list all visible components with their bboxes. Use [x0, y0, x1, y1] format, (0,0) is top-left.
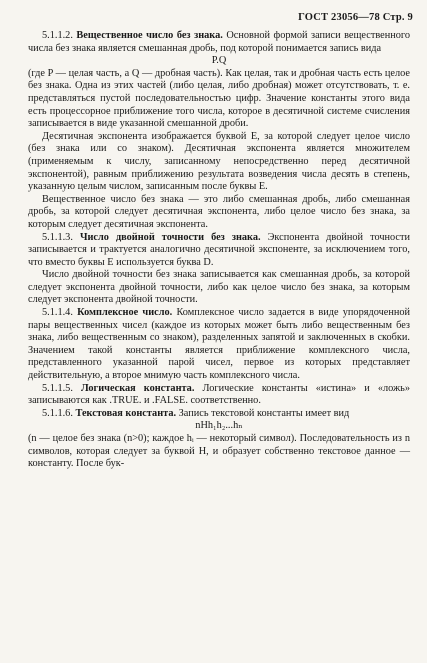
- paragraph: Число двойной точности без знака записывается как смешанная дробь, за которой следует экспонента двойной точности, либо как целое число без знака, за которым следует экспонента двойной точности.: [28, 269, 410, 306]
- section-title: Текстовая константа.: [75, 407, 177, 419]
- formula-pq: P.Q: [211, 55, 227, 67]
- paragraph: Вещественное число без знака — это либо смешанная дробь, либо смешанная дробь, за которой следует десятичная экспонента, либо целое число без знака, за которым следует десятичная экспонента.: [28, 193, 410, 230]
- section-text: Основной формой записи вещественного числа без знака является смешанная дробь, под которой понимается запись вида: [28, 30, 410, 54]
- section-text: Запись текстовой константы имеет вид: [178, 407, 350, 419]
- section-5-1-1-2: [28, 30, 410, 55]
- page-header: ГОСТ 23056—78 Стр. 9: [298, 12, 413, 23]
- paragraph: Десятичная экспонента изображается буквой E, за которой следует целое число (без знака или со знаком). Десятичная экспонента является множителем (применяемым к числу, записанному непосредственно перед десятичной экспонентой), равным приближению результата возведения числа десять в степень, указанную целым числом, записанным после буквы E.: [28, 130, 410, 193]
- paragraph: (где P — целая часть, а Q — дробная часть). Как целая, так и дробная часть есть целое без знака. Одна из этих частей (либо целая, либо дробная) может отсутствовать, т. е. представляться пустой последовательностью цифр. Значение константы этого вида есть процессорное приближение того числа, которое в десятичной системе счисления записывается в виде указанной смешанной дроби.: [28, 67, 410, 130]
- section-title: Логическая константа.: [80, 382, 195, 394]
- formula-text-constant: nHh₁h₂...hₙ: [195, 420, 243, 432]
- section-title: Комплексное число.: [77, 307, 173, 319]
- section-title: Вещественное число без знака.: [76, 30, 223, 41]
- section-number: 5.1.1.6.: [42, 407, 73, 419]
- paragraph: (n — целое без знака (n>0); каждое hᵢ — некоторый символ). Последовательность из n символов, которая следует за буквой H, и образует собственно текстовое данное — константу. После бук-: [28, 433, 410, 470]
- section-text: Комплексное число задается в виде упорядоченной пары вещественных чисел (каждое из которых может быть либо вещественным без знака, либо вещественным со знаком), разделенных запятой и заключенных в скобки. Значением такой константы является приближение комплексного числа, представленного указанной парой чисел, первое из которых представляет действительную, а второе мнимую часть комплексного числа.: [28, 307, 411, 382]
- section-5-1-1-3: [28, 232, 410, 270]
- section-5-1-1-5: [28, 383, 410, 408]
- section-number: 5.1.1.5.: [42, 382, 73, 394]
- section-title: Число двойной точности без знака.: [79, 231, 261, 243]
- document-body: [28, 30, 410, 471]
- section-text: Логические константы «истина» и «ложь» записываются как .TRUE. и .FALSE. соответственно.: [28, 382, 410, 407]
- section-5-1-1-4: [28, 307, 410, 383]
- section-5-1-1-6: [28, 408, 410, 421]
- section-number: 5.1.1.4.: [42, 307, 73, 319]
- section-text: Экспонента двойной точности записывается и трактуется аналогично десятичной экспоненте, за исключением того, что вместо буквы E используется буква D.: [28, 231, 410, 268]
- section-number: 5.1.1.3.: [42, 231, 73, 243]
- section-number: 5.1.1.2.: [42, 30, 73, 41]
